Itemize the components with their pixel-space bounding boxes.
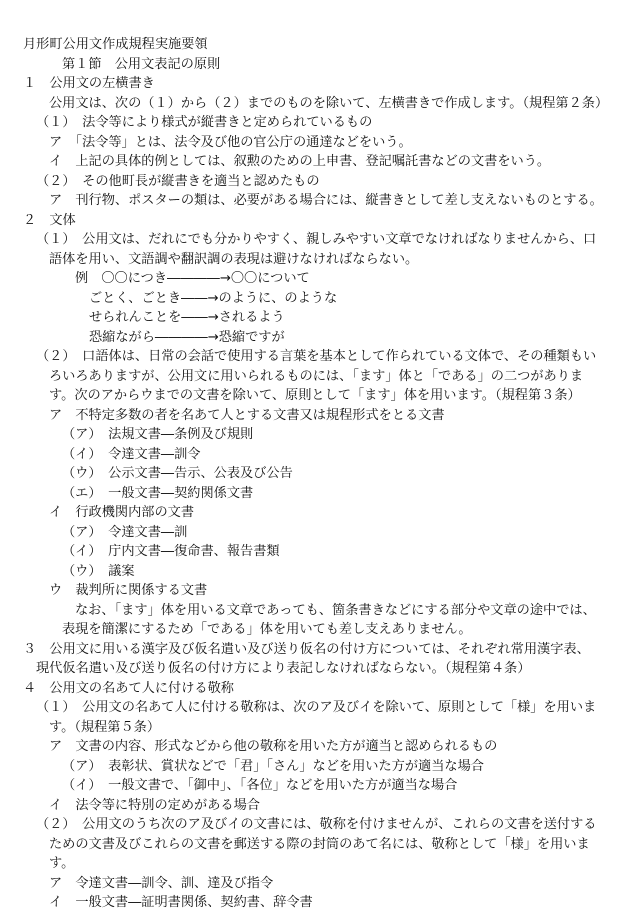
example-line: ごとく、ごとき――→のように、のような <box>89 291 338 306</box>
paragraph-line: ための文書及びこれらの文書を郵送する際の封筒のあて名には、敬称として「様」を用いま <box>49 837 590 852</box>
list-item: （イ） 令達文書―訓令 <box>62 447 201 462</box>
section-heading: 第１節 公用文表記の原則 <box>62 57 221 72</box>
list-item: （ウ） 議案 <box>62 564 135 579</box>
list-item: （イ） 庁内文書―復命書、報告書類 <box>62 544 280 559</box>
list-item: （ア） 表彰状、賞状などで「君」「さん」などを用いた方が適当な場合 <box>62 759 484 774</box>
list-item: （１） 法令等により様式が縦書きと定められているもの <box>36 115 373 130</box>
list-item: ア 文書の内容、形式などから他の敬称を用いた方が適当と認められるもの <box>49 739 498 754</box>
paragraph-line: 表現を簡潔にするため「である」体を用いても差し支えありません。 <box>62 622 472 637</box>
document-title: 月形町公用文作成規程実施要領 <box>23 37 208 52</box>
list-item: イ 上記の具体的例としては、叙勲のための上申書、登記嘱託書などの文書をいう。 <box>49 154 551 169</box>
paragraph-line: なお、「ます」体を用いる文章であっても、箇条書きなどにする部分や文章の途中では、 <box>75 603 596 618</box>
list-item: イ 一般文書―証明書関係、契約書、辞令書 <box>49 895 313 910</box>
paragraph-line: す。 <box>49 856 75 871</box>
paragraph-line: 現代仮名遣い及び送り仮名の付け方により表記しなければならない。（規程第４条） <box>36 661 531 676</box>
list-item: （イ） 一般文書で、「御中」、「各位」などを用いた方が適当な場合 <box>62 778 458 793</box>
list-item: ア 令達文書―訓令、訓、達及び指令 <box>49 876 274 891</box>
list-item: （ア） 法規文書―条例及び規則 <box>62 427 254 442</box>
paragraph-line: 語体を用い、文語調や翻訳調の表現は避けなければならない。 <box>49 252 419 267</box>
paragraph-line: （２） 口語体は、日常の会話で使用する言葉を基本として作られている文体で、その種類もい <box>36 349 597 364</box>
list-item: （ウ） 公示文書―告示、公表及び公告 <box>62 466 293 481</box>
paragraph-line: （１） 公用文の名あて人に付ける敬称は、次のア及びイを除いて、原則として「様」を用いま <box>36 700 597 715</box>
paragraph-line: 公用文は、次の（１）から（２）までのものを除いて、左横書きで作成します。（規程第２条） <box>49 96 609 111</box>
list-item: ア 刊行物、ポスターの類は、必要がある場合には、縦書きとして差し支えないものとする。 <box>49 193 603 208</box>
paragraph-line: （２） 公用文のうち次のア及びイの文書には、敬称を付けませんが、これらの文書を送付する <box>36 817 597 832</box>
paragraph-line: す。（規程第５条） <box>49 720 161 735</box>
heading-4: ４ 公用文の名あて人に付ける敬称 <box>23 681 234 696</box>
list-item: （２） その他町長が縦書きを適当と認めたもの <box>36 174 320 189</box>
heading-2: ２ 文体 <box>23 213 76 228</box>
example-line: 例 〇〇につき――――→〇〇について <box>75 271 310 286</box>
list-item: （ア） 令達文書―訓 <box>62 525 188 540</box>
heading-3: ３ 公用文に用いる漢字及び仮名遣い及び送り仮名の付け方については、それぞれ常用漢字表、 <box>23 642 590 657</box>
list-item: イ 行政機関内部の文書 <box>49 505 195 520</box>
paragraph-line: ろいろありますが、公用文に用いられるものには、「ます」体と「である」の二つがありま <box>49 369 584 384</box>
list-item: ウ 裁判所に関係する文書 <box>49 583 208 598</box>
paragraph-line: す。次のアからウまでの文書を除いて、原則として「ます」体を用います。（規程第３条） <box>49 388 581 403</box>
list-item: ア 不特定多数の者を名あて人とする文書又は規程形式をとる文書 <box>49 408 445 423</box>
example-line: 恐縮ながら――――→恐縮ですが <box>89 330 285 345</box>
list-item: ア 「法令等」とは、法令及び他の官公庁の通達などをいう。 <box>49 135 412 150</box>
heading-1: １ 公用文の左横書き <box>23 76 155 91</box>
example-line: せられんことを――→されるよう <box>89 310 285 325</box>
list-item: （エ） 一般文書―契約関係文書 <box>62 486 254 501</box>
list-item: イ 法令等に特別の定めがある場合 <box>49 798 260 813</box>
paragraph-line: （１） 公用文は、だれにでも分かりやすく、親しみやすい文章でなければなりませんから、口 <box>36 232 597 247</box>
